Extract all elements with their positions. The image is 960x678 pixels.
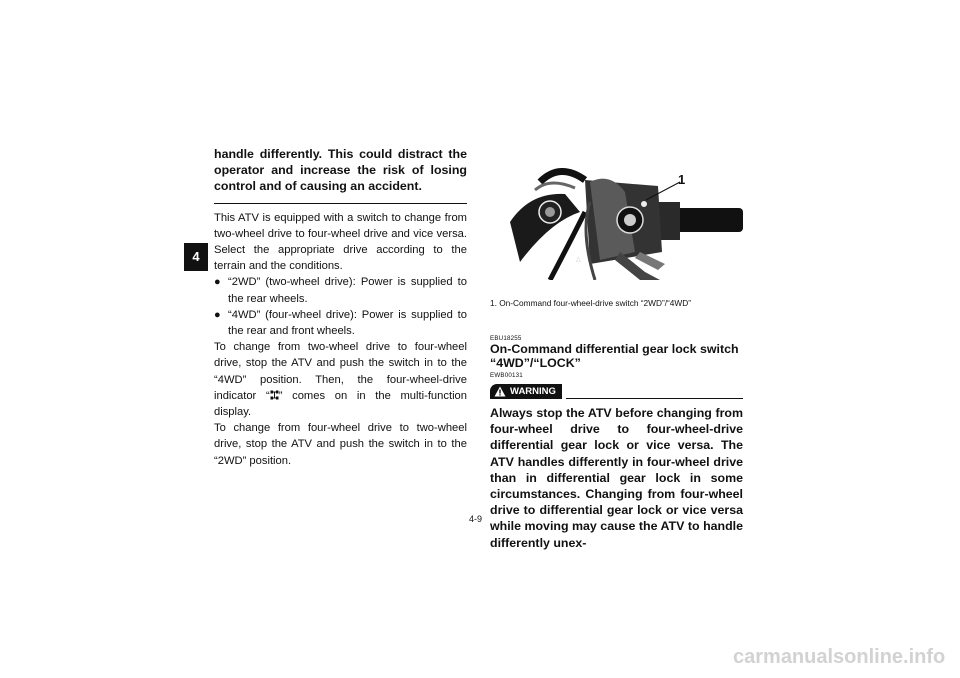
change-to-4wd-paragraph (214, 339, 467, 420)
change-to-4wd-text-b: ” comes on in the multi-function display. (214, 389, 468, 419)
warning-rule (566, 398, 743, 399)
bullet-2wd: “2WD” (two-wheel drive): Power is supplied to the rear wheels. (228, 276, 467, 305)
warning-header (490, 384, 743, 399)
change-to-2wd-paragraph: To change from four-wheel drive to two-wheel drive, stop the ATV and push the switch in to the “2WD” position. (214, 422, 467, 467)
bullet-icon: ● (214, 308, 221, 321)
warning-label: WARNING (510, 386, 556, 397)
list-item (214, 307, 467, 339)
warning-end-rule (214, 203, 467, 204)
figure-caption: 1. On-Command four-wheel-drive switch “2WD”/“4WD” (490, 298, 692, 308)
chapter-tab: 4 (184, 243, 208, 271)
bullet-icon: ● (214, 276, 221, 289)
watermark: carmanualsonline.info (733, 646, 946, 668)
switch-photo (490, 152, 743, 280)
intro-paragraph: This ATV is equipped with a switch to change from two-wheel drive to four-wheel drive and vice versa. Select the appropriate drive according to the terrain and the conditions. (214, 211, 467, 273)
list-item (214, 274, 467, 306)
warning-code: EWB00131 (490, 372, 523, 379)
callout-number: 1 (678, 172, 686, 187)
four-wheel-drive-indicator-icon (270, 390, 279, 400)
warning-triangle-icon (494, 386, 506, 397)
change-to-4wd-text-a: To change from two-wheel drive to four-wheel drive, stop the ATV and push the switch in to the “4WD” position. Then, the four-wheel-drive indicator “ (214, 341, 467, 402)
left-column (214, 146, 467, 469)
warning-badge (490, 384, 562, 399)
bullet-4wd: “4WD” (four-wheel drive): Power is supplied to the rear and front wheels. (228, 308, 467, 338)
warning-continuation: handle differently. This could distract the operator and increase the risk of losing control and of causing an accident. (214, 147, 467, 194)
section-code: EBU18255 (490, 335, 522, 342)
section-heading: On-Command differential gear lock switch “4WD”/“LOCK” (490, 342, 739, 370)
svg-text:Δ: Δ (576, 257, 581, 264)
right-column (490, 152, 743, 551)
warning-text: Always stop the ATV before changing from four-wheel drive to four-wheel-drive differential gear lock or vice versa. The ATV handles differently in four-wheel drive than in differential gear lock in some circumstances. Changing from four-wheel drive to differential gear lock or vice versa while moving may cause the ATV to handle differently unex- (490, 406, 743, 550)
page-number: 4-9 (469, 514, 483, 524)
